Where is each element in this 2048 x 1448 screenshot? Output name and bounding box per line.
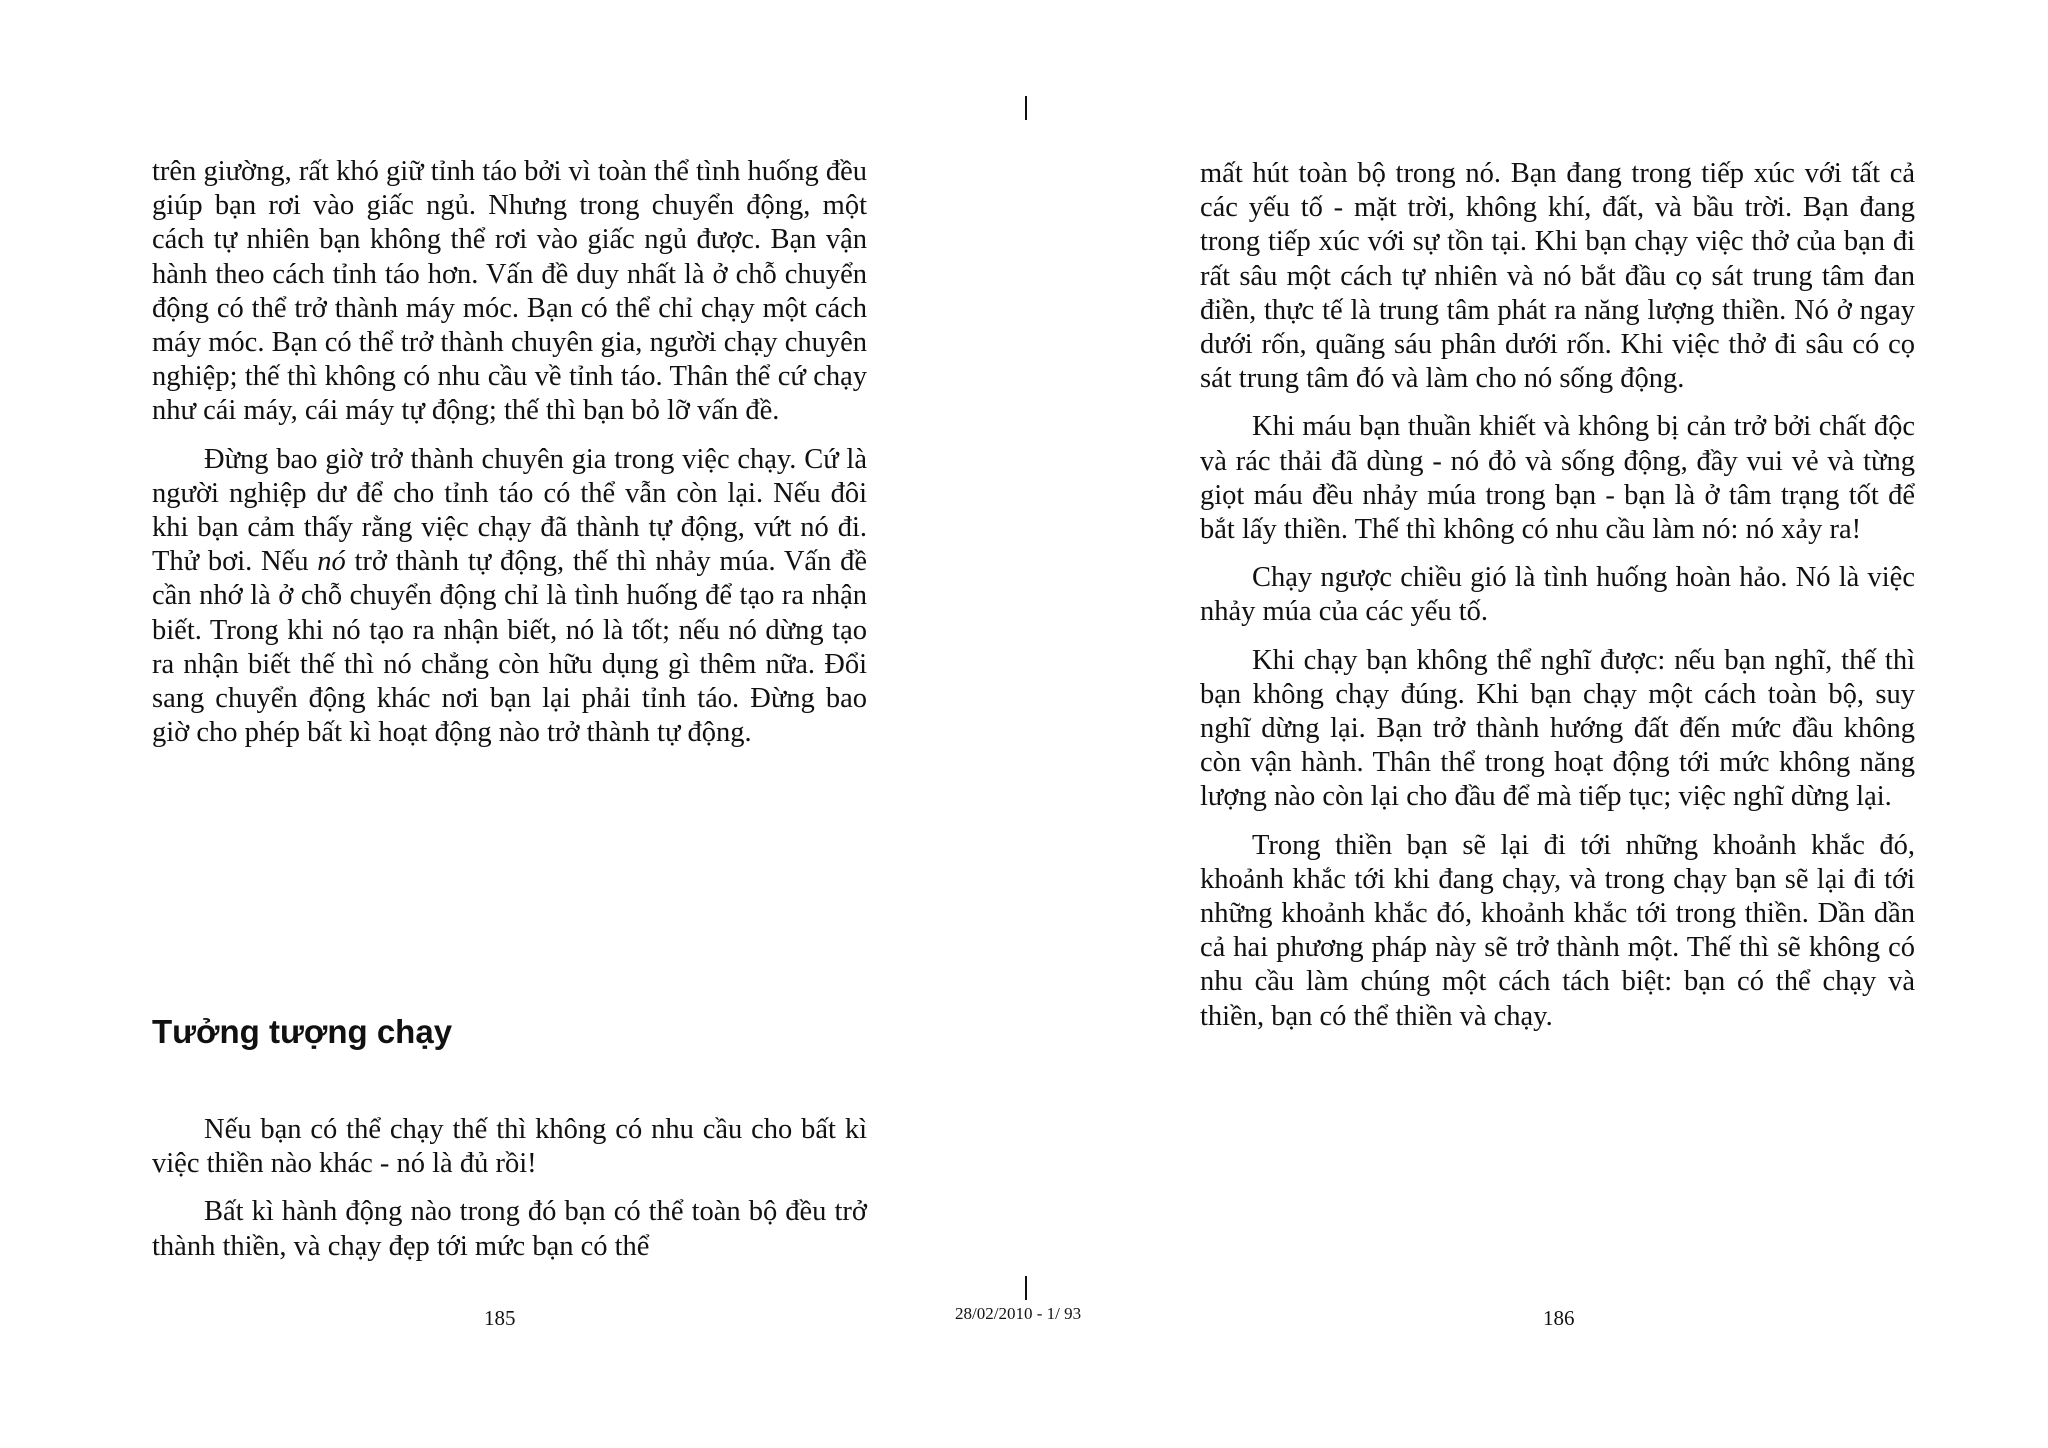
right-paragraph-3: Chạy ngược chiều gió là tình huống hoàn hảo. Nó là việc nhảy múa của các yếu tố. [1200,562,1915,628]
left-paragraph-2 [152,443,867,751]
fold-mark-bottom [1025,1276,1027,1300]
right-page-body [1200,157,1915,1048]
right-paragraph-2: Khi máu bạn thuần khiết và không bị cản trở bởi chất độc và rác thải đã dùng - nó đỏ và sống động, đầy vui vẻ và từng giọt máu đều nhảy múa trong bạn - bạn là ở tâm trạng tốt để bắt lấy thiền. Thế thì không có nhu cầu làm nó: nó xảy ra! [1200,411,1915,546]
page-number-right: 186 [1543,1306,1575,1330]
section-heading: Tưởng tượng chạy [152,1013,453,1050]
left-paragraph-2-part1: Đừng bao giờ trở thành chuyên gia trong việc chạy. Cứ là người nghiệp dư để cho tỉnh táo có thể vẫn còn lại. Nếu đôi khi bạn cảm thấy rằng việc chạy đã thành tự động, vứt nó đi. Thử bơi. Nếu [152,443,867,578]
right-paragraph-5: Trong thiền bạn sẽ lại đi tới những khoảnh khắc đó, khoảnh khắc tới khi đang chạy, và trong chạy bạn sẽ lại đi tới những khoảnh khắc đó, khoảnh khắc tới trong thiền. Dần dần cả hai phương pháp này sẽ trở thành một. Thế thì sẽ không có nhu cầu làm chúng một cách tách biệt: bạn có thể chạy và thiền, bạn có thể thiền và chạy. [1200,829,1915,1032]
left-paragraph-1: trên giường, rất khó giữ tỉnh táo bởi vì toàn thể tình huống đều giúp bạn rơi vào giấc ngủ. Nhưng trong chuyển động, một cách tự nhiên bạn không thể rơi vào giấc ngủ được. Bạn vận hành theo cách tỉnh táo hơn. Vấn đề duy nhất là ở chỗ chuyển động có thể trở thành máy móc. Bạn có thể chỉ chạy một cách máy móc. Bạn có thể trở thành chuyên gia, người chạy chuyên nghiệp; thế thì không có nhu cầu về tỉnh táo. Thân thể cứ chạy như cái máy, cái máy tự động; thế thì bạn bỏ lỡ vấn đề. [152,156,867,427]
page-number-left: 185 [484,1306,516,1330]
left-page-bottom-body [152,1113,867,1278]
left-paragraph-3: Nếu bạn có thể chạy thế thì không có nhu cầu cho bất kì việc thiền nào khác - nó là đủ rồi! [152,1114,867,1180]
fold-mark-top [1025,96,1027,120]
right-paragraph-4: Khi chạy bạn không thể nghĩ được: nếu bạn nghĩ, thế thì bạn không chạy đúng. Khi bạn chạy một cách toàn bộ, suy nghĩ dừng lại. Bạn trở thành hướng đất đến mức đầu không còn vận hành. Thân thể trong hoạt động tới mức không năng lượng nào còn lại cho đầu để mà tiếp tục; việc nghĩ dừng lại. [1200,644,1915,813]
left-page-body [152,155,867,764]
print-stamp: 28/02/2010 - 1/ 93 [955,1304,1082,1323]
left-paragraph-2-part2: trở thành tự động, thế thì nhảy múa. Vấn đề cần nhớ là ở chỗ chuyển động chỉ là tình huống để tạo ra nhận biết. Trong khi nó tạo ra nhận biết, nó là tốt; nếu nó dừng tạo ra nhận biết thế thì nó chẳng còn hữu dụng gì thêm nữa. Đổi sang chuyển động khác nơi bạn lại phải tỉnh táo. Đừng bao giờ cho phép bất kì hoạt động nào trở thành tự động. [152,546,867,749]
right-paragraph-1: mất hút toàn bộ trong nó. Bạn đang trong tiếp xúc với tất cả các yếu tố - mặt trời, không khí, đất, và bầu trời. Bạn đang trong tiếp xúc với sự tồn tại. Khi bạn chạy việc thở của bạn đi rất sâu một cách tự nhiên và nó bắt đầu cọ sát trung tâm đan điền, thực tế là trung tâm phát ra năng lượng thiền. Nó ở ngay dưới rốn, quãng sáu phân dưới rốn. Khi việc thở đi sâu có cọ sát trung tâm đó và làm cho nó sống động. [1200,158,1915,395]
left-paragraph-2-emphasis: nó [317,546,346,578]
left-paragraph-4: Bất kì hành động nào trong đó bạn có thể toàn bộ đều trở thành thiền, và chạy đẹp tới mức bạn có thể [152,1196,867,1262]
